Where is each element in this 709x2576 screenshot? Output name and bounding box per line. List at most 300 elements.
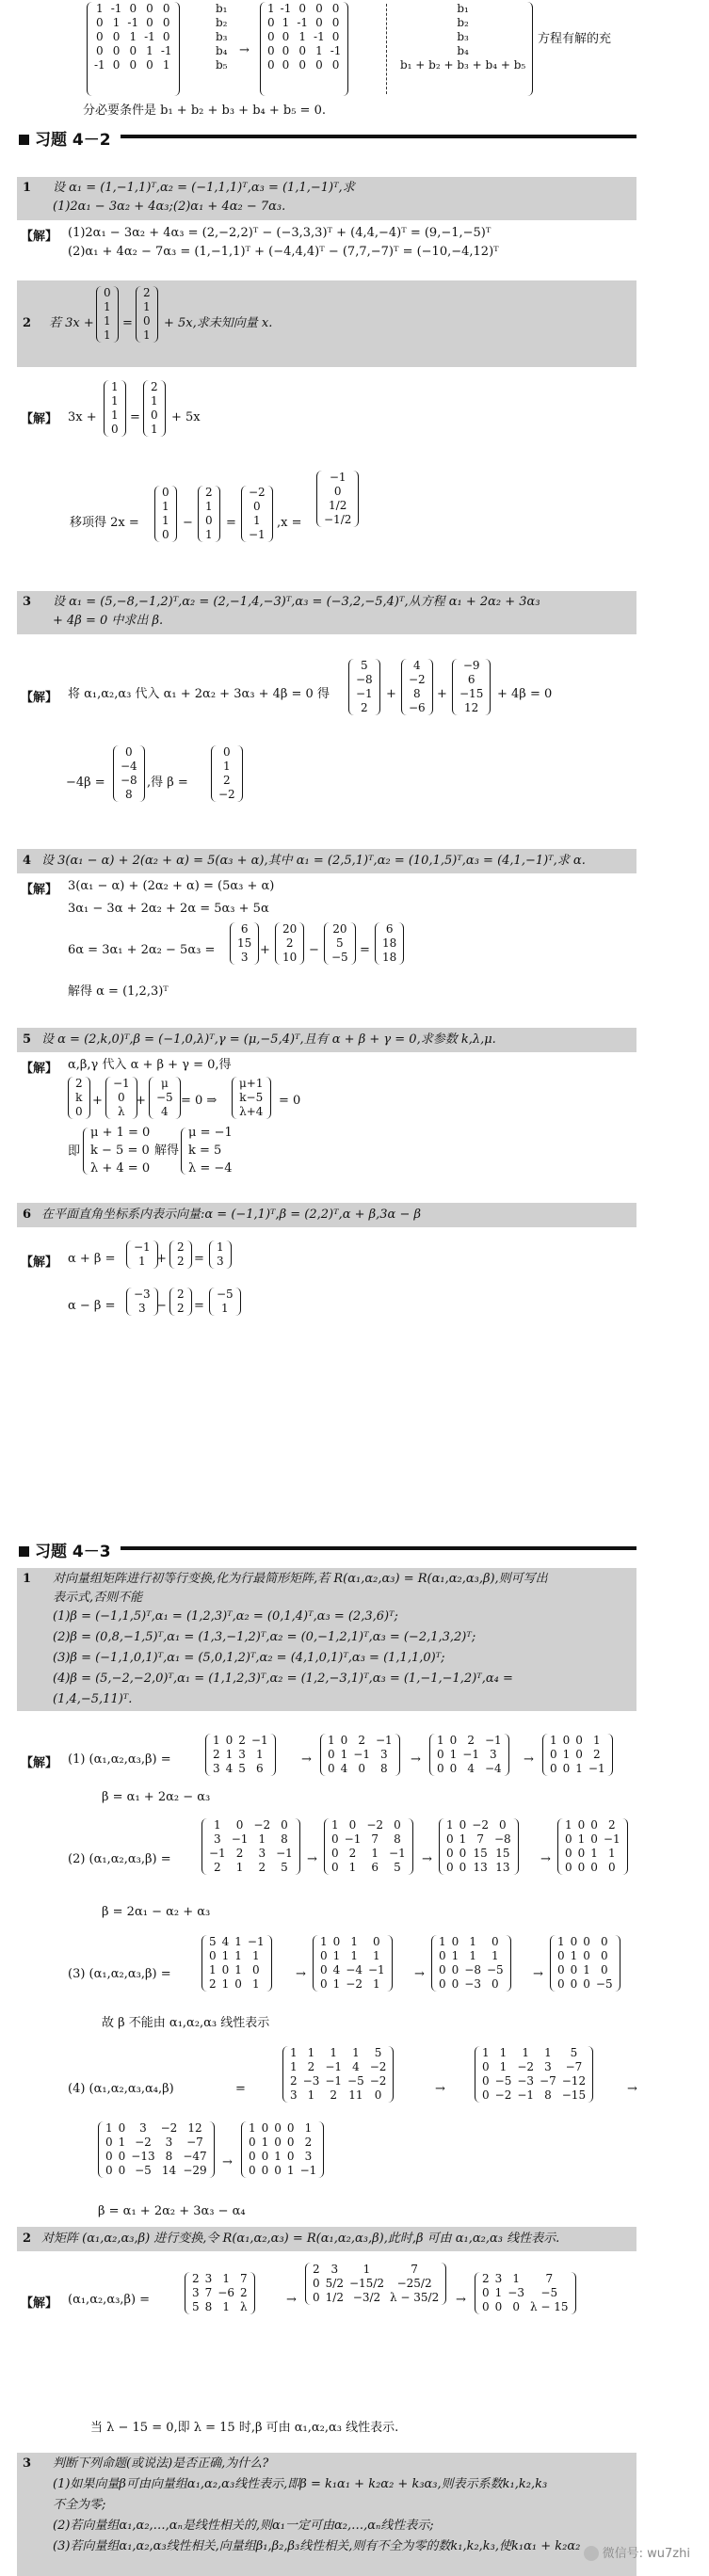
matrix-cell: b₂ (216, 16, 228, 29)
matrix-cell: 8 (125, 788, 133, 801)
matrix-cell: −2 (517, 2060, 535, 2073)
arrow-icon: → (627, 2082, 637, 2096)
matrix-cell: 2 (467, 1734, 475, 1747)
matrix-cell: 1 (111, 408, 119, 422)
matrix-cell: 1 (562, 1748, 571, 1761)
matrix-cell: 1 (499, 2060, 508, 2073)
matrix-cell: −8 (464, 1963, 481, 1976)
problem-3-answer-pre: 将 α₁,α₂,α₃ 代入 α₁ + 2α₂ + 3α₃ + 4β = 0 得 (68, 687, 330, 701)
problem-6-vec2 (169, 1240, 192, 1269)
matrix-cell: 7 (371, 1832, 379, 1846)
matrix-cell: 0 (583, 1977, 590, 1991)
matrix-cell: 1 (290, 2060, 298, 2073)
matrix-cell: −1 (325, 2074, 343, 2088)
matrix-cell: 1 (205, 500, 213, 513)
matrix-cell: 0 (111, 423, 119, 436)
matrix-cell: 1 (577, 1832, 586, 1846)
matrix-cell: 20 (282, 922, 298, 936)
arrow-icon: → (422, 1852, 432, 1866)
matrix-cell: 1 (111, 380, 119, 393)
matrix-cell: 20 (332, 922, 347, 936)
problem-5-vec2 (105, 1077, 137, 1119)
matrix-cell: 3 (494, 2272, 503, 2285)
matrix-cell: −3 (134, 1288, 151, 1301)
problem-5-plus1: + (92, 1094, 103, 1108)
matrix-cell: 5 (336, 936, 344, 950)
matrix-cell: 0 (600, 1949, 608, 1962)
problem-9-q1: 判断下列命题(或说法)是否正确,为什么? (53, 2456, 269, 2471)
matrix-cell: 0 (491, 1935, 499, 1948)
matrix-cell: 4 (225, 1762, 234, 1775)
matrix-cell: 2 (75, 1077, 83, 1090)
matrix-cell: 0 (451, 1935, 459, 1948)
matrix-cell: 13 (473, 1861, 488, 1874)
matrix-cell: 2 (285, 936, 294, 950)
problem-5-sys2-2: λ = −4 (188, 1161, 233, 1176)
matrix-cell: −5 (217, 1288, 234, 1301)
matrix-cell: −6 (409, 701, 426, 714)
matrix-cell: 1 (249, 2121, 256, 2135)
matrix-cell: 3 (217, 1255, 224, 1268)
matrix-cell: 1 (512, 2272, 520, 2285)
problem-6-line1-pre: α + β = (68, 1252, 116, 1266)
matrix-cell: 1 (253, 514, 261, 527)
matrix-cell: −2 (346, 1977, 363, 1991)
matrix-cell: b₃ (457, 30, 469, 43)
matrix-cell: 0 (394, 1818, 401, 1832)
problem-4-vec2 (275, 922, 304, 965)
problem-5-vec4 (232, 1077, 271, 1119)
matrix-cell: 1 (104, 314, 111, 328)
problem-7-s4-m4 (241, 2121, 324, 2178)
matrix-cell: b₄ (216, 44, 228, 57)
matrix-cell: 0 (320, 1963, 328, 1976)
matrix-cell: 8 (281, 1832, 288, 1846)
problem-3-answer-post: + 4β = 0 (497, 687, 553, 701)
matrix-cell: -1 (314, 30, 325, 43)
matrix-cell: −1 (329, 471, 346, 484)
problem-6-question: 在平面直角坐标系内表示向量:α = (−1,1)ᵀ,β = (2,2)ᵀ,α + β,3α − β (41, 1208, 422, 1222)
problem-6-line2-pre: α − β = (68, 1299, 116, 1313)
matrix-cell: 1 (221, 1302, 229, 1315)
matrix-cell: −2 (218, 788, 235, 801)
problem-8-pre: (α₁,α₂,α₃,β) = (68, 2293, 151, 2307)
problem-7-s4-result: β = α₁ + 2α₂ + 3α₃ − α₄ (98, 2204, 246, 2218)
matrix-cell: 0 (162, 528, 169, 541)
matrix-cell: 1 (217, 1240, 224, 1254)
problem-9-q2: (1)如果向量β可由向量组α₁,α₂,α₃线性表示,即β = k₁α₁ + k₂α₂ + k₃α₃,则表示系数k₁,k₂,k₃ (53, 2477, 548, 2491)
matrix-cell: 5 (192, 2300, 200, 2313)
matrix-cell: 15 (473, 1847, 488, 1860)
matrix-cell: −15/2 (348, 2277, 384, 2290)
problem-4-number: 4 (23, 854, 32, 868)
problem-7-s3-m3 (431, 1935, 511, 1992)
matrix-cell: b₄ (457, 44, 469, 57)
matrix-cell: 0 (125, 745, 133, 759)
matrix-cell: −1 (389, 1847, 406, 1860)
matrix-cell: 0 (143, 314, 151, 328)
matrix-cell: b₁ (216, 2, 228, 15)
matrix-cell: 3 (258, 1847, 266, 1860)
problem-7-s2-m3 (439, 1818, 519, 1875)
problem-8-number: 2 (23, 2232, 32, 2246)
problem-2-q-vec2 (136, 286, 158, 343)
problem-8-result: 当 λ − 15 = 0,即 λ = 15 时,β 可由 α₁,α₂,α₃ 线性表示. (90, 2421, 399, 2435)
problem-6-eq2: = (194, 1299, 204, 1313)
top-matrix-left (87, 2, 180, 96)
arrow-icon: → (524, 1752, 534, 1767)
matrix-cell: 7 (204, 2286, 213, 2299)
matrix-cell: −15 (459, 687, 484, 700)
problem-7-s3-m2 (313, 1935, 393, 1992)
matrix-cell: 0 (439, 1949, 446, 1962)
matrix-cell: 2 (361, 701, 368, 714)
problem-2-answer-post: + 5x (171, 410, 201, 424)
matrix-cell: 1 (251, 1949, 260, 1962)
problem-3-number: 3 (23, 595, 32, 609)
matrix-cell: 0 (223, 745, 231, 759)
matrix-cell: 1 (491, 1949, 499, 1962)
matrix-cell: 1 (304, 2121, 313, 2135)
matrix-cell: 2 (592, 1748, 601, 1761)
matrix-cell: 0 (459, 1861, 467, 1874)
matrix-cell: 12 (464, 701, 479, 714)
top-condition: 分必要条件是 b₁ + b₂ + b₃ + b₄ + b₅ = 0. (83, 104, 326, 118)
problem-5-number: 5 (23, 1032, 32, 1047)
matrix-cell: 0 (499, 1818, 507, 1832)
matrix-cell: 0 (315, 16, 323, 29)
matrix-cell: 5 (570, 2046, 578, 2059)
problem-6-solution-label: 【解】 (21, 1256, 58, 1270)
matrix-cell: 2 (330, 2088, 338, 2102)
matrix-cell: 2 (607, 1818, 616, 1832)
matrix-cell: 1 (255, 1748, 264, 1761)
problem-7-s1-m3 (429, 1734, 509, 1776)
matrix-cell: −2 (409, 673, 426, 686)
matrix-cell: −1 (356, 687, 373, 700)
matrix-cell: 1 (290, 2046, 298, 2059)
matrix-cell: −1/2 (324, 513, 352, 526)
matrix-cell: 2 (143, 286, 151, 299)
matrix-cell: b₁ (457, 2, 469, 15)
matrix-cell: 1 (522, 2046, 530, 2059)
problem-5-brace-2 (181, 1128, 187, 1175)
section-title: 习题 4－2 (35, 131, 111, 150)
matrix-cell: -1 (127, 16, 139, 29)
matrix-cell: 2 (209, 1977, 217, 1991)
problem-7-s1-m4 (542, 1734, 613, 1776)
matrix-cell: 8 (165, 2150, 173, 2163)
matrix-cell: 0 (96, 30, 104, 43)
problem-2-m-eq: = (226, 516, 236, 530)
matrix-cell: 1 (607, 1847, 616, 1860)
matrix-cell: 0 (261, 2150, 269, 2163)
matrix-cell: 2 (177, 1288, 185, 1301)
matrix-cell: -1 (144, 30, 155, 43)
matrix-cell: λ+4 (239, 1105, 264, 1118)
matrix-cell: 0 (315, 58, 323, 72)
top-b-column (209, 2, 234, 96)
matrix-cell: 4 (221, 1935, 230, 1948)
problem-7-s3-m1 (201, 1935, 272, 1992)
matrix-cell: 8 (204, 2300, 213, 2313)
matrix-cell: 0 (261, 2121, 269, 2135)
matrix-cell: 2 (213, 1748, 220, 1761)
problem-7-s3-result: 故 β 不能由 α₁,α₂,α₃ 线性表示 (102, 2016, 270, 2030)
problem-9-q3: 不全为零; (53, 2498, 106, 2512)
problem-2-question-post: + 5x,求未知向量 x. (164, 316, 273, 330)
matrix-cell: 1 (350, 1935, 358, 1948)
matrix-cell: 1 (162, 514, 169, 527)
matrix-cell: −2 (135, 2136, 152, 2149)
matrix-cell: 2 (239, 2286, 248, 2299)
matrix-cell: 1 (222, 2272, 230, 2285)
matrix-cell: 5 (238, 1762, 246, 1775)
matrix-cell: 0 (267, 30, 275, 43)
matrix-cell: 1 (151, 423, 158, 436)
matrix-cell: 8 (394, 1832, 401, 1846)
arrow-icon: → (222, 2155, 233, 2169)
problem-4-line1: 3(α₁ − α) + (2α₂ + α) = (5α₃ + α) (68, 879, 275, 893)
problem-5-question: 设 α = (2,k,0)ᵀ,β = (−1,0,λ)ᵀ,γ = (μ,−5,4)ᵀ,且有 α + β + γ = 0,求参数 k,λ,μ. (41, 1032, 496, 1047)
matrix-cell: 0 (374, 2088, 382, 2102)
matrix-cell: 0 (570, 1935, 578, 1948)
problem-1-number: 1 (23, 181, 32, 195)
matrix-cell: 1 (451, 1949, 459, 1962)
problem-8-m2 (305, 2263, 446, 2305)
problem-5-solution-label: 【解】 (21, 1062, 58, 1076)
problem-7-q2: 表示式,否则不能 (53, 1591, 143, 1605)
matrix-cell: 2 (290, 2074, 298, 2088)
matrix-cell: −1 (375, 1734, 393, 1747)
matrix-cell: 3 (238, 1748, 246, 1761)
matrix-cell: 3 (240, 951, 249, 964)
problem-2-q-vec1 (96, 286, 119, 343)
problem-4-question: 设 3(α₁ − α) + 2(α₂ + α) = 5(α₃ + α),其中 α₁ = (2,5,1)ᵀ,α₂ = (10,1,5)ᵀ,α₃ = (4,1,−1)ᵀ,求 α. (41, 854, 586, 868)
matrix-cell: 3 (192, 2286, 200, 2299)
problem-2-m-vec1 (154, 486, 177, 542)
problem-5-sys1-2: λ + 4 = 0 (90, 1161, 151, 1176)
matrix-cell: 0 (221, 1963, 230, 1976)
matrix-cell: 1 (315, 44, 323, 57)
matrix-cell: 5 (394, 1861, 401, 1874)
problem-3-b-vec2 (211, 745, 243, 802)
matrix-cell: 1 (328, 1734, 335, 1747)
problem-7-s4-m3 (98, 2121, 215, 2178)
matrix-cell: −1 (325, 2060, 343, 2073)
matrix-cell: 0 (331, 16, 340, 29)
matrix-cell: 0 (577, 1818, 586, 1832)
problem-2-a-eq: = (130, 410, 140, 424)
matrix-cell: 0 (446, 1847, 454, 1860)
problem-7-number: 1 (23, 1572, 32, 1586)
matrix-cell: 0 (557, 1963, 565, 1976)
matrix-cell: 2 (177, 1255, 185, 1268)
matrix-cell: 0 (105, 2150, 113, 2163)
matrix-cell: 12 (187, 2121, 202, 2135)
matrix-cell: −4 (121, 760, 137, 773)
matrix-cell: 0 (209, 1949, 217, 1962)
matrix-cell: 5/2 (325, 2277, 344, 2290)
matrix-cell: −4 (484, 1762, 502, 1775)
matrix-cell: 1 (482, 2046, 490, 2059)
matrix-cell: −2 (160, 2121, 178, 2135)
problem-3-vec2 (401, 659, 433, 715)
section-header-4-3 (19, 1538, 111, 1561)
matrix-cell: b₂ (457, 16, 469, 29)
problem-2-answer-pre: 3x + (68, 410, 97, 424)
matrix-cell: 0 (286, 2150, 295, 2163)
matrix-cell: -1 (280, 2, 292, 15)
matrix-cell: 3 (304, 2150, 313, 2163)
matrix-cell: 1 (363, 2263, 371, 2276)
matrix-cell: 3 (330, 2263, 339, 2276)
arrow-icon: → (435, 2082, 445, 2096)
matrix-cell: 1 (494, 2286, 503, 2299)
matrix-cell: μ+1 (239, 1077, 264, 1090)
matrix-cell: 0 (249, 2150, 256, 2163)
problem-1-solution-label: 【解】 (21, 230, 58, 244)
matrix-cell: −4 (346, 1963, 363, 1976)
matrix-cell: 2 (358, 1734, 365, 1747)
matrix-cell: 0 (298, 58, 307, 72)
matrix-cell: 0 (274, 2121, 282, 2135)
matrix-cell: 1 (371, 1847, 379, 1860)
problem-5-sys2-1: k = 5 (188, 1144, 222, 1158)
matrix-cell: 0 (583, 1935, 590, 1948)
matrix-cell: 0 (565, 1832, 572, 1846)
problem-1-question-line2: (1)2α₁ − 3α₂ + 4α₃;(2)α₁ + 4α₂ − 7α₃. (53, 200, 286, 214)
matrix-cell: 0 (96, 44, 104, 57)
matrix-cell: 1 (213, 1734, 220, 1747)
matrix-cell: 8 (544, 2088, 552, 2102)
matrix-cell: 1 (267, 2, 275, 15)
section-square-icon (19, 135, 29, 145)
matrix-cell: 0 (282, 44, 290, 57)
matrix-cell: 0 (562, 1762, 571, 1775)
matrix-cell: b₅ (216, 58, 228, 72)
matrix-cell: 7 (545, 2272, 554, 2285)
problem-7-s2-m4 (557, 1818, 628, 1875)
matrix-cell: 4 (340, 1762, 348, 1775)
matrix-cell: 2 (192, 2272, 200, 2285)
matrix-cell: −5 (156, 1091, 173, 1104)
matrix-cell: μ (160, 1077, 169, 1090)
watermark-text: 微信号: wu7zhi (602, 2546, 690, 2561)
matrix-cell: 0 (331, 58, 340, 72)
matrix-cell: −7 (186, 2136, 203, 2149)
problem-9-q5: (3)若向量组α₁,α₂,α₃线性相关,向量组β₁,β₂,β₃线性相关,则有不全为零的数k₁,k₂,k₃,使k₁α₁ + k₂α₂ (53, 2539, 581, 2553)
matrix-cell: 0 (557, 1949, 565, 1962)
matrix-cell: 7 (239, 2272, 248, 2285)
matrix-cell: 0 (451, 1963, 459, 1976)
matrix-cell: 3 (213, 1762, 220, 1775)
matrix-cell: −7 (565, 2060, 583, 2073)
problem-3-question-line2: + 4β = 0 中求出 β. (53, 614, 164, 628)
problem-8-m3 (475, 2272, 576, 2314)
matrix-cell: 1 (112, 16, 121, 29)
matrix-cell: 0 (129, 2, 137, 15)
matrix-cell: 0 (570, 1963, 578, 1976)
matrix-cell: 0 (267, 44, 275, 57)
matrix-cell: 2 (258, 1861, 266, 1874)
matrix-cell: 0 (446, 1861, 454, 1874)
problem-4-line3-pre: 6α = 3α₁ + 2α₂ − 5α₃ = (68, 943, 216, 957)
matrix-cell: 1 (234, 1963, 242, 1976)
problem-7-s2-pre: (2) (α₁,α₂,α₃,β) = (68, 1852, 171, 1866)
matrix-cell: −2 (369, 2060, 387, 2073)
matrix-cell: 2 (205, 486, 213, 499)
problem-7-s1-m2 (320, 1734, 400, 1776)
matrix-cell: 0 (590, 1832, 598, 1846)
matrix-cell: 1 (298, 30, 307, 43)
problem-3-plus1: + (386, 687, 396, 701)
matrix-cell: −1 (603, 1832, 620, 1846)
matrix-cell: −1 (344, 1832, 362, 1846)
matrix-cell: 0 (281, 1818, 288, 1832)
matrix-cell: −5 (135, 2164, 152, 2177)
matrix-cell: 0 (112, 30, 121, 43)
matrix-cell: −1 (209, 1847, 226, 1860)
matrix-cell: 0 (129, 44, 137, 57)
problem-2-m-vec4 (316, 471, 359, 527)
problem-7-s1-m1 (205, 1734, 276, 1776)
problem-6-vec1 (126, 1240, 158, 1269)
matrix-cell: 2 (238, 1734, 246, 1747)
matrix-cell: 1/2 (329, 499, 347, 512)
matrix-cell: 15 (237, 936, 252, 950)
matrix-cell: 0 (267, 58, 275, 72)
matrix-cell: 0 (328, 1762, 335, 1775)
matrix-cell: 0 (446, 1832, 454, 1846)
problem-6-w1 (126, 1288, 158, 1316)
matrix-cell: 0 (590, 1861, 598, 1874)
matrix-cell: 1 (143, 300, 151, 313)
matrix-cell: 0 (129, 58, 137, 72)
matrix-cell: 8 (413, 687, 421, 700)
matrix-cell: 0 (600, 1935, 608, 1948)
matrix-cell: 1 (209, 1963, 217, 1976)
matrix-cell: −5 (486, 1963, 504, 1976)
matrix-cell: 2 (177, 1302, 185, 1315)
matrix-cell: 0 (162, 486, 169, 499)
section-square-icon-2 (19, 1546, 29, 1557)
matrix-cell: 1 (234, 1935, 242, 1948)
matrix-cell: −29 (183, 2164, 207, 2177)
matrix-cell: 0 (331, 1861, 339, 1874)
matrix-cell: 1 (214, 1818, 221, 1832)
top-arrow: → (239, 43, 250, 57)
matrix-cell: k−5 (239, 1091, 264, 1104)
matrix-cell: 1 (332, 1977, 341, 1991)
matrix-cell: −2 (369, 2074, 387, 2088)
matrix-cell: 0 (331, 30, 340, 43)
matrix-cell: 6 (240, 922, 249, 936)
matrix-cell: 1 (544, 2046, 552, 2059)
matrix-cell: 0 (286, 2136, 295, 2149)
matrix-cell: 0 (249, 2164, 256, 2177)
problem-4-vec1 (230, 922, 259, 965)
problem-3-b-mid: ,得 β = (147, 776, 188, 790)
matrix-cell: 0 (482, 2088, 490, 2102)
matrix-cell: −1 (484, 1734, 502, 1747)
matrix-cell: 0 (583, 1949, 590, 1962)
matrix-cell: −5 (595, 1977, 613, 1991)
matrix-cell: −1 (249, 528, 266, 541)
matrix-cell: 0 (348, 1818, 357, 1832)
problem-7-s4-m1 (282, 2046, 394, 2103)
problem-5-sys-mid: 解得 (154, 1144, 180, 1158)
